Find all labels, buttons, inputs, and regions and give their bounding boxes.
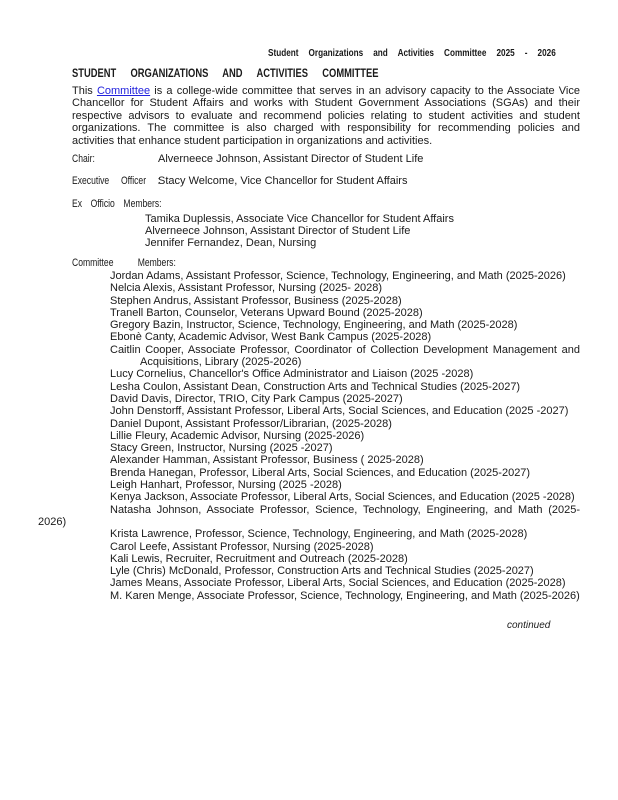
chair-value: Alverneece Johnson, Assistant Director of Student Life bbox=[158, 153, 424, 165]
committee-member-line: Alexander Hamman, Assistant Professor, Business ( 2025-2028) bbox=[110, 454, 424, 467]
committee-member-line: Stacy Green, Instructor, Nursing (2025 -2027) bbox=[110, 442, 333, 455]
ex-officio-member: Jennifer Fernandez, Dean, Nursing bbox=[145, 237, 317, 250]
committee-member-line: Lyle (Chris) McDonald, Professor, Construction Arts and Technical Studies (2025-2027) bbox=[110, 565, 534, 578]
intro-prefix: This bbox=[72, 85, 97, 97]
running-header-text: Student Organizations and Activities Committee 2025 - 2026 bbox=[268, 47, 556, 59]
committee-member-line: Stephen Andrus, Assistant Professor, Business (2025-2028) bbox=[110, 294, 402, 307]
continued-note: continued bbox=[507, 620, 551, 631]
document-title-text: STUDENT ORGANIZATIONS AND ACTIVITIES COMMITTEE bbox=[72, 66, 379, 80]
ex-officio-list bbox=[145, 213, 454, 250]
committee-member-line: Daniel Dupont, Assistant Professor/Librarian, (2025-2028) bbox=[110, 417, 392, 430]
committee-member-line: Lesha Coulon, Assistant Dean, Construction Arts and Technical Studies (2025-2027) bbox=[110, 380, 521, 393]
committee-members-label-text: Committee Members: bbox=[72, 257, 176, 269]
intro-paragraph bbox=[72, 85, 580, 147]
committee-member-line: John Denstorff, Assistant Professor, Liberal Arts, Social Sciences, and Education (2025 -2027) bbox=[110, 405, 569, 418]
committee-member-line: Gregory Bazin, Instructor, Science, Technology, Engineering, and Math (2025-2028) bbox=[110, 319, 518, 332]
committee-member-line: Leigh Hanhart, Professor, Nursing (2025 -2028) bbox=[110, 479, 342, 492]
committee-members-list bbox=[0, 270, 618, 602]
chair-label: Chair: bbox=[72, 153, 95, 165]
executive-officer-value: Stacy Welcome, Vice Chancellor for Student Affairs bbox=[158, 175, 408, 187]
chair-row bbox=[72, 153, 423, 165]
committee-member-line: Lillie Fleury, Academic Advisor, Nursing (2025-2026) bbox=[110, 429, 365, 442]
committee-member-line: M. Karen Menge, Associate Professor, Science, Technology, Engineering, and Math (2025-2026) bbox=[110, 589, 580, 602]
committee-member-line: Natasha Johnson, Associate Professor, Science, Technology, Engineering, and Math (2025- bbox=[110, 503, 580, 516]
executive-officer-row bbox=[72, 175, 407, 187]
committee-member-line: Acquisitions, Library (2025-2026) bbox=[140, 356, 302, 369]
committee-member-line: David Davis, Director, TRIO, City Park Campus (2025-2027) bbox=[110, 392, 403, 405]
document-title bbox=[72, 66, 465, 80]
committee-members-section-label bbox=[72, 257, 205, 269]
ex-officio-member: Alverneece Johnson, Assistant Director of Student Life bbox=[145, 225, 411, 238]
committee-member-line: Carol Leefe, Assistant Professor, Nursing (2025-2028) bbox=[110, 540, 374, 553]
committee-member-line: 2026) bbox=[38, 515, 67, 528]
committee-member-line: Nelcia Alexis, Assistant Professor, Nursing (2025- 2028) bbox=[110, 282, 383, 295]
committee-member-line: Krista Lawrence, Professor, Science, Technology, Engineering, and Math (2025-2028) bbox=[110, 528, 528, 541]
intro-suffix: is a college-wide committee that serves in an advisory capacity to the Associate Vice Chancellor for Student Affairs and works with Student Government Associations (SGAs) and their respective advisors to evaluate and recommend policies relating to student activities and student organizations. The committee is also charged with responsibility for recommending policies and activities that enhance student participation in organizations and activities. bbox=[72, 85, 580, 147]
committee-member-line: Kenya Jackson, Associate Professor, Liberal Arts, Social Sciences, and Education (2025 -2028) bbox=[110, 491, 575, 504]
ex-officio-section-label bbox=[72, 198, 187, 210]
committee-member-line: Tranell Barton, Counselor, Veterans Upward Bound (2025-2028) bbox=[110, 306, 423, 319]
ex-officio-member: Tamika Duplessis, Associate Vice Chancellor for Student Affairs bbox=[145, 213, 454, 225]
committee-link[interactable]: Committee bbox=[96, 85, 151, 97]
executive-officer-label: Executive Officer : bbox=[72, 175, 161, 187]
committee-member-line: Jordan Adams, Assistant Professor, Science, Technology, Engineering, and Math (2025-2026) bbox=[110, 270, 566, 282]
committee-member-line: Lucy Cornelius, Chancellor's Office Administrator and Liaison (2025 -2028) bbox=[110, 368, 474, 381]
chair-label-col bbox=[72, 153, 158, 165]
ex-officio-label-text: Ex Officio Members: bbox=[72, 198, 162, 210]
executive-officer-label-col bbox=[72, 175, 161, 187]
committee-member-line: Caitlin Cooper, Associate Professor, Coordinator of Collection Development Management and bbox=[110, 343, 580, 356]
running-header bbox=[268, 47, 618, 59]
committee-member-line: Kali Lewis, Recruiter, Recruitment and Outreach (2025-2028) bbox=[110, 552, 408, 565]
committee-member-line: Brenda Hanegan, Professor, Liberal Arts, Social Sciences, and Education (2025-2027) bbox=[110, 466, 531, 479]
committee-member-line: James Means, Associate Professor, Liberal Arts, Social Sciences, and Education (2025-2028) bbox=[110, 577, 566, 590]
committee-member-line: Ebonè Canty, Academic Advisor, West Bank Campus (2025-2028) bbox=[110, 331, 432, 344]
